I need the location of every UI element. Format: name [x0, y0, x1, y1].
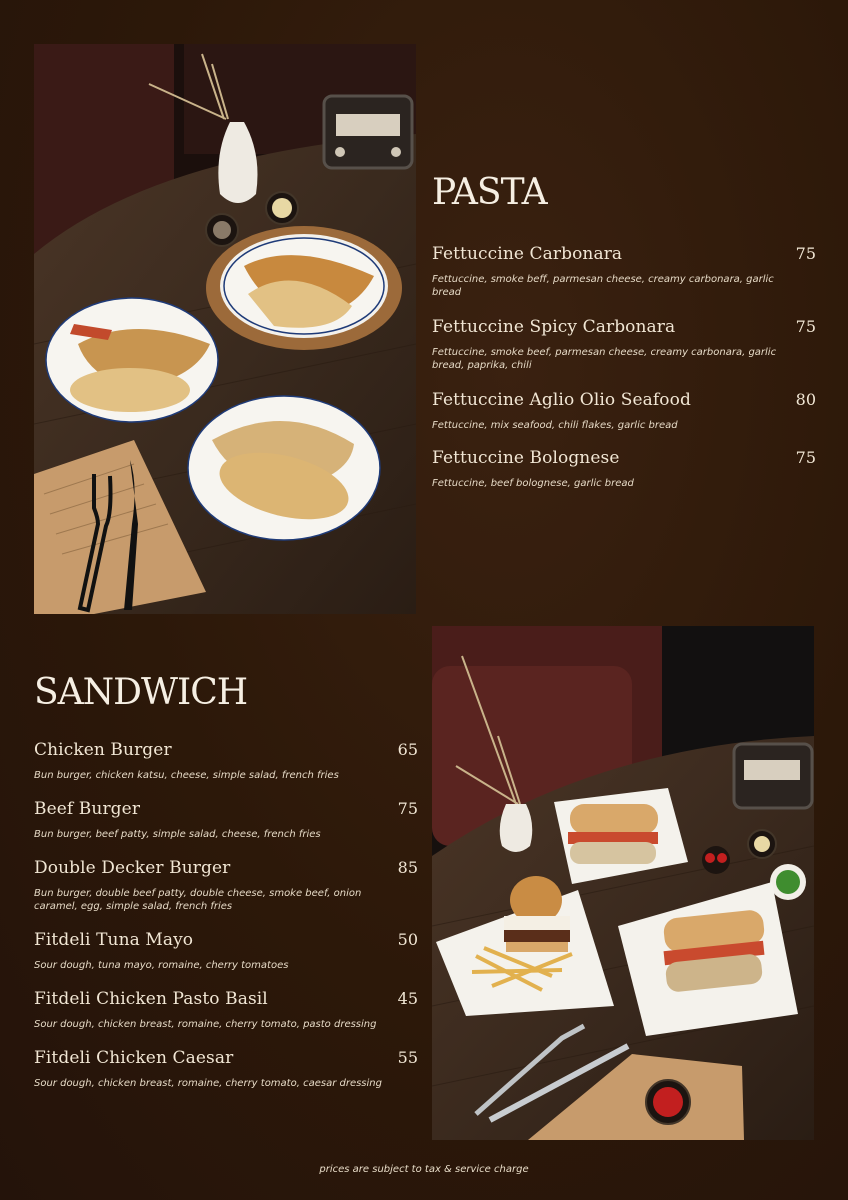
pasta-section-title: PASTA	[432, 172, 547, 213]
item-price: 85	[397, 858, 418, 877]
item-name: Double Decker Burger	[34, 858, 231, 878]
item-description: Sour dough, tuna mayo, romaine, cherry tomatoes	[34, 960, 289, 971]
item-description: Bun burger, chicken katsu, cheese, simple salad, french fries	[34, 770, 339, 781]
menu-item-fettuccine-spicy-carbonara	[432, 317, 816, 372]
item-price: 80	[795, 390, 816, 409]
item-price: 50	[397, 930, 418, 949]
item-description: Fettuccine, smoke beff, parmesan cheese, creamy carbonara, garlic bread	[432, 274, 774, 298]
item-price: 75	[795, 244, 816, 263]
item-price: 45	[397, 989, 418, 1008]
item-description: Fettuccine, beef bolognese, garlic bread	[432, 478, 634, 489]
menu-item-fettuccine-aglio-olio-seafood	[432, 390, 816, 432]
item-description: Bun burger, beef patty, simple salad, cheese, french fries	[34, 829, 321, 840]
menu-item-fettuccine-carbonara	[432, 244, 816, 299]
menu-item-fitdeli-tuna-mayo	[34, 930, 418, 972]
item-description: Sour dough, chicken breast, romaine, cherry tomato, pasto dressing	[34, 1019, 377, 1030]
item-name: Fettuccine Bolognese	[432, 448, 620, 468]
menu-item-fettuccine-bolognese	[432, 448, 816, 490]
menu-item-double-decker-burger	[34, 858, 418, 913]
item-price: 75	[795, 317, 816, 336]
pasta-photo	[34, 44, 416, 614]
item-description: Fettuccine, smoke beef, parmesan cheese, creamy carbonara, garlic bread, paprika, chili	[432, 347, 777, 371]
item-name: Fettuccine Carbonara	[432, 244, 623, 264]
item-price: 55	[397, 1048, 418, 1067]
sandwich-section-title: SANDWICH	[34, 672, 248, 713]
sandwich-menu-list	[34, 740, 418, 1107]
sandwich-photo	[432, 626, 814, 1140]
item-description: Fettuccine, mix seafood, chili flakes, garlic bread	[432, 420, 678, 431]
item-price: 75	[397, 799, 418, 818]
item-name: Fettuccine Aglio Olio Seafood	[432, 390, 691, 410]
menu-item-fitdeli-chicken-pasto-basil	[34, 989, 418, 1031]
pasta-menu-list	[432, 244, 816, 508]
item-name: Fitdeli Chicken Pasto Basil	[34, 989, 268, 1009]
item-name: Chicken Burger	[34, 740, 172, 760]
footer-note: prices are subject to tax & service charge	[319, 1164, 529, 1175]
item-name: Beef Burger	[34, 799, 141, 819]
item-name: Fitdeli Tuna Mayo	[34, 930, 194, 950]
item-description: Bun burger, double beef patty, double cheese, smoke beef, onion caramel, egg, simple salad, french fries	[34, 888, 362, 912]
menu-item-beef-burger	[34, 799, 418, 841]
item-name: Fitdeli Chicken Caesar	[34, 1048, 234, 1068]
menu-item-fitdeli-chicken-caesar	[34, 1048, 418, 1090]
item-price: 65	[397, 740, 418, 759]
item-price: 75	[795, 448, 816, 467]
item-name: Fettuccine Spicy Carbonara	[432, 317, 676, 337]
item-description: Sour dough, chicken breast, romaine, cherry tomato, caesar dressing	[34, 1078, 382, 1089]
menu-item-chicken-burger	[34, 740, 418, 782]
